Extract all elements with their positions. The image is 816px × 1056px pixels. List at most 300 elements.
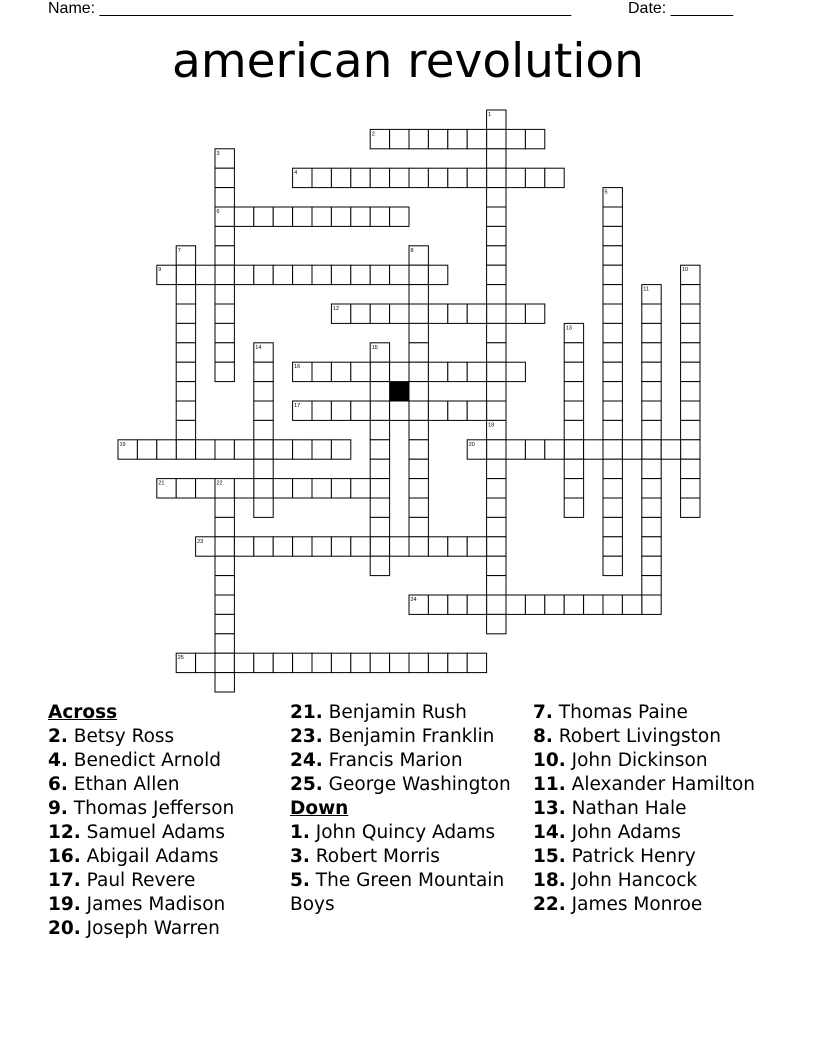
grid-cell[interactable] [370, 517, 389, 536]
grid-cell[interactable] [584, 595, 603, 614]
grid-cell[interactable] [312, 479, 331, 498]
grid-cell[interactable] [428, 168, 447, 187]
grid-cell[interactable] [215, 246, 234, 265]
grid-cell[interactable] [487, 285, 506, 304]
grid-cell[interactable] [351, 401, 370, 420]
clue-number-10: 10 [682, 267, 689, 274]
grid-cell[interactable] [215, 265, 234, 284]
grid-cell[interactable] [215, 440, 234, 459]
grid-cell[interactable] [487, 343, 506, 362]
grid-cell[interactable] [254, 265, 273, 284]
clue-number: 8. [533, 726, 553, 747]
grid-cell[interactable] [409, 129, 428, 148]
grid-cell[interactable] [370, 401, 389, 420]
grid-cell[interactable] [215, 168, 234, 187]
grid-cell[interactable] [622, 440, 641, 459]
grid-cell[interactable] [487, 362, 506, 381]
grid-cell[interactable] [409, 168, 428, 187]
grid-cell[interactable] [487, 129, 506, 148]
grid-cell[interactable] [293, 265, 312, 284]
grid-cell[interactable] [409, 285, 428, 304]
grid-cell[interactable] [603, 556, 622, 575]
grid-cell[interactable] [603, 595, 622, 614]
clue-number-5: 5 [604, 189, 608, 196]
grid-cell[interactable] [409, 459, 428, 478]
grid-cell[interactable] [351, 479, 370, 498]
grid-cell[interactable] [254, 498, 273, 517]
grid-cell[interactable] [603, 420, 622, 439]
grid-cell[interactable] [603, 343, 622, 362]
grid-cell[interactable] [390, 537, 409, 556]
grid-cell[interactable] [176, 285, 195, 304]
grid-cell[interactable] [487, 576, 506, 595]
grid-cell[interactable] [467, 595, 486, 614]
grid-cell[interactable] [525, 129, 544, 148]
grid-cell[interactable] [293, 537, 312, 556]
grid-cell[interactable] [370, 459, 389, 478]
grid-cell[interactable] [351, 207, 370, 226]
grid-cell[interactable] [506, 304, 525, 323]
grid-cell[interactable] [312, 168, 331, 187]
clue-item [48, 845, 278, 869]
grid-cell[interactable] [681, 440, 700, 459]
grid-cell[interactable] [506, 595, 525, 614]
grid-cell[interactable] [273, 265, 292, 284]
grid-cell[interactable] [157, 440, 176, 459]
grid-cell[interactable] [409, 304, 428, 323]
grid-cell[interactable] [409, 440, 428, 459]
grid-cell[interactable] [409, 323, 428, 342]
grid-cell[interactable] [467, 168, 486, 187]
grid-cell[interactable] [390, 129, 409, 148]
grid-cell[interactable] [506, 362, 525, 381]
grid-cell[interactable] [487, 440, 506, 459]
grid-cell[interactable] [273, 653, 292, 672]
grid-cell[interactable] [448, 653, 467, 672]
grid-cell[interactable] [254, 382, 273, 401]
grid-cell[interactable] [467, 653, 486, 672]
grid-cell[interactable] [196, 265, 215, 284]
grid-cell[interactable] [603, 440, 622, 459]
grid-cell[interactable] [564, 498, 583, 517]
clue-number-14: 14 [255, 344, 262, 351]
grid-cell[interactable] [293, 440, 312, 459]
grid-cell[interactable] [467, 304, 486, 323]
grid-cell[interactable] [331, 207, 350, 226]
grid-cell[interactable] [681, 420, 700, 439]
grid-cell[interactable] [642, 576, 661, 595]
grid-cell[interactable] [215, 343, 234, 362]
grid-cell[interactable] [176, 382, 195, 401]
grid-cell[interactable] [234, 265, 253, 284]
grid-cell[interactable] [681, 285, 700, 304]
grid-cell[interactable] [642, 382, 661, 401]
grid-cell[interactable] [448, 401, 467, 420]
clue-text: Alexander Hamilton [565, 774, 755, 795]
grid-cell[interactable] [564, 459, 583, 478]
grid-cell[interactable] [603, 537, 622, 556]
grid-cell[interactable] [428, 537, 447, 556]
grid-cell[interactable] [254, 459, 273, 478]
grid-cell[interactable] [176, 420, 195, 439]
grid-cell[interactable] [487, 265, 506, 284]
grid-cell[interactable] [215, 517, 234, 536]
grid-cell[interactable] [661, 440, 680, 459]
clue-number-11: 11 [643, 286, 650, 293]
grid-cell[interactable] [215, 576, 234, 595]
grid-cell[interactable] [506, 168, 525, 187]
grid-cell[interactable] [215, 634, 234, 653]
grid-cell[interactable] [467, 362, 486, 381]
grid-cell[interactable] [487, 149, 506, 168]
grid-cell[interactable] [234, 537, 253, 556]
grid-cell[interactable] [603, 459, 622, 478]
grid-cell[interactable] [331, 168, 350, 187]
grid-cell[interactable] [428, 265, 447, 284]
grid-cell[interactable] [448, 168, 467, 187]
grid-cell[interactable] [409, 537, 428, 556]
grid-cell[interactable] [215, 323, 234, 342]
grid-cell[interactable] [331, 537, 350, 556]
grid-cell[interactable] [487, 614, 506, 633]
grid-cell[interactable] [428, 362, 447, 381]
grid-cell[interactable] [487, 226, 506, 245]
grid-cell[interactable] [351, 168, 370, 187]
grid-cell[interactable] [642, 362, 661, 381]
clue-number: 9. [48, 798, 68, 819]
clue-number: 20. [48, 918, 81, 939]
clue-number: 5. [290, 870, 310, 891]
grid-cell[interactable] [370, 556, 389, 575]
grid-cell[interactable] [215, 537, 234, 556]
grid-cell[interactable] [331, 265, 350, 284]
clue-number-19: 19 [119, 441, 126, 448]
grid-cell[interactable] [254, 207, 273, 226]
grid-cell[interactable] [564, 595, 583, 614]
clue-number: 21. [290, 702, 323, 723]
grid-cell[interactable] [564, 420, 583, 439]
grid-cell[interactable] [331, 440, 350, 459]
grid-cell[interactable] [215, 595, 234, 614]
grid-cell[interactable] [603, 226, 622, 245]
grid-cell[interactable] [642, 440, 661, 459]
grid-cell[interactable] [564, 362, 583, 381]
grid-cell[interactable] [681, 362, 700, 381]
grid-cell[interactable] [487, 517, 506, 536]
grid-cell[interactable] [312, 401, 331, 420]
clue-item [533, 701, 773, 725]
grid-cell[interactable] [409, 498, 428, 517]
grid-cell[interactable] [642, 556, 661, 575]
grid-cell[interactable] [176, 304, 195, 323]
name-field-label[interactable]: Name: _____________________________________________________ [48, 0, 572, 17]
grid-cell[interactable] [545, 440, 564, 459]
grid-cell[interactable] [370, 420, 389, 439]
clue-text: Abigail Adams [80, 846, 219, 867]
grid-cell[interactable] [176, 401, 195, 420]
clue-item [533, 869, 773, 893]
grid-cell[interactable] [448, 595, 467, 614]
grid-cell[interactable] [390, 168, 409, 187]
grid-cell[interactable] [390, 265, 409, 284]
grid-cell[interactable] [642, 304, 661, 323]
grid-cell[interactable] [390, 653, 409, 672]
grid-cell[interactable] [331, 653, 350, 672]
grid-cell[interactable] [506, 440, 525, 459]
grid-cell[interactable] [564, 440, 583, 459]
grid-cell[interactable] [390, 304, 409, 323]
grid-cell[interactable] [525, 595, 544, 614]
clue-text: John Hancock [565, 870, 698, 891]
grid-cell[interactable] [176, 440, 195, 459]
grid-cell[interactable] [564, 343, 583, 362]
grid-cell[interactable] [312, 362, 331, 381]
grid-cell[interactable] [370, 440, 389, 459]
clue-number-3: 3 [216, 150, 220, 157]
grid-cell[interactable] [370, 168, 389, 187]
grid-cell[interactable] [564, 382, 583, 401]
grid-cell[interactable] [545, 595, 564, 614]
grid-cell[interactable] [254, 401, 273, 420]
grid-cell[interactable] [681, 498, 700, 517]
grid-cell[interactable] [487, 323, 506, 342]
grid-cell[interactable] [176, 265, 195, 284]
grid-cell[interactable] [681, 459, 700, 478]
clue-number: 16. [48, 846, 81, 867]
grid-cell[interactable] [215, 673, 234, 692]
grid-cell[interactable] [487, 595, 506, 614]
grid-cell[interactable] [487, 556, 506, 575]
grid-cell[interactable] [603, 265, 622, 284]
grid-cell[interactable] [681, 323, 700, 342]
grid-cell[interactable] [642, 401, 661, 420]
grid-cell[interactable] [428, 129, 447, 148]
grid-cell[interactable] [351, 653, 370, 672]
grid-cell[interactable] [642, 323, 661, 342]
grid-cell[interactable] [176, 479, 195, 498]
grid-cell[interactable] [215, 362, 234, 381]
grid-cell[interactable] [681, 343, 700, 362]
grid-cell[interactable] [293, 653, 312, 672]
grid-cell[interactable] [215, 188, 234, 207]
grid-cell[interactable] [603, 382, 622, 401]
grid-cell[interactable] [448, 129, 467, 148]
clue-item [48, 773, 278, 797]
grid-cell[interactable] [312, 207, 331, 226]
grid-cell[interactable] [390, 207, 409, 226]
grid-cell[interactable] [487, 304, 506, 323]
grid-cell[interactable] [603, 362, 622, 381]
grid-cell[interactable] [351, 304, 370, 323]
grid-cell[interactable] [215, 653, 234, 672]
grid-cell[interactable] [681, 304, 700, 323]
grid-cell[interactable] [215, 226, 234, 245]
grid-cell[interactable] [331, 401, 350, 420]
grid-cell[interactable] [370, 479, 389, 498]
grid-cell[interactable] [409, 517, 428, 536]
grid-cell[interactable] [215, 285, 234, 304]
grid-cell[interactable] [467, 537, 486, 556]
grid-cell[interactable] [234, 653, 253, 672]
grid-cell[interactable] [467, 129, 486, 148]
grid-cell[interactable] [312, 440, 331, 459]
grid-cell[interactable] [370, 304, 389, 323]
clue-number: 19. [48, 894, 81, 915]
grid-cell[interactable] [196, 653, 215, 672]
grid-cell[interactable] [273, 440, 292, 459]
clue-text: Joseph Warren [80, 918, 220, 939]
clue-number: 1. [290, 822, 310, 843]
grid-cell[interactable] [487, 479, 506, 498]
grid-cell[interactable] [642, 517, 661, 536]
grid-cell[interactable] [390, 401, 409, 420]
grid-cell[interactable] [584, 440, 603, 459]
clues-column-1 [48, 701, 278, 941]
grid-cell[interactable] [215, 498, 234, 517]
grid-cell[interactable] [525, 168, 544, 187]
black-cell [390, 382, 409, 401]
grid-cell[interactable] [681, 401, 700, 420]
grid-cell[interactable] [351, 537, 370, 556]
grid-cell[interactable] [448, 362, 467, 381]
grid-cell[interactable] [196, 479, 215, 498]
clue-item [290, 725, 525, 749]
grid-cell[interactable] [564, 401, 583, 420]
grid-cell[interactable] [487, 401, 506, 420]
grid-cell[interactable] [215, 614, 234, 633]
grid-cell[interactable] [312, 653, 331, 672]
grid-cell[interactable] [525, 304, 544, 323]
grid-cell[interactable] [409, 382, 428, 401]
grid-cell[interactable] [390, 362, 409, 381]
grid-cell[interactable] [642, 498, 661, 517]
grid-cell[interactable] [545, 168, 564, 187]
clue-text: Betsy Ross [67, 726, 175, 747]
grid-cell[interactable] [409, 265, 428, 284]
grid-cell[interactable] [487, 246, 506, 265]
grid-cell[interactable] [642, 343, 661, 362]
grid-cell[interactable] [254, 479, 273, 498]
grid-cell[interactable] [409, 420, 428, 439]
grid-cell[interactable] [351, 362, 370, 381]
grid-cell[interactable] [487, 382, 506, 401]
grid-cell[interactable] [681, 479, 700, 498]
grid-cell[interactable] [409, 401, 428, 420]
grid-cell[interactable] [312, 265, 331, 284]
grid-cell[interactable] [448, 537, 467, 556]
grid-cell[interactable] [409, 479, 428, 498]
grid-cell[interactable] [642, 459, 661, 478]
grid-cell[interactable] [293, 479, 312, 498]
grid-cell[interactable] [428, 304, 447, 323]
grid-cell[interactable] [234, 479, 253, 498]
clue-number-6: 6 [216, 209, 220, 215]
grid-cell[interactable] [603, 479, 622, 498]
clue-number-15: 15 [371, 344, 378, 351]
grid-cell[interactable] [254, 653, 273, 672]
grid-cell[interactable] [293, 207, 312, 226]
grid-cell[interactable] [506, 129, 525, 148]
grid-cell[interactable] [370, 207, 389, 226]
grid-cell[interactable] [487, 168, 506, 187]
grid-cell[interactable] [273, 479, 292, 498]
grid-cell[interactable] [254, 362, 273, 381]
date-field-label[interactable]: Date: _______ [628, 0, 733, 17]
grid-cell[interactable] [234, 440, 253, 459]
grid-cell[interactable] [196, 440, 215, 459]
grid-cell[interactable] [273, 207, 292, 226]
grid-cell[interactable] [487, 498, 506, 517]
grid-cell[interactable] [312, 537, 331, 556]
grid-cell[interactable] [331, 479, 350, 498]
grid-cell[interactable] [254, 440, 273, 459]
grid-cell[interactable] [487, 459, 506, 478]
grid-cell[interactable] [409, 362, 428, 381]
grid-cell[interactable] [370, 653, 389, 672]
grid-cell[interactable] [176, 343, 195, 362]
grid-cell[interactable] [176, 323, 195, 342]
clue-number: 13. [533, 798, 566, 819]
grid-cell[interactable] [428, 401, 447, 420]
grid-cell[interactable] [603, 401, 622, 420]
grid-cell[interactable] [467, 401, 486, 420]
grid-cell[interactable] [273, 537, 292, 556]
grid-cell[interactable] [642, 479, 661, 498]
grid-cell[interactable] [681, 382, 700, 401]
grid-cell[interactable] [254, 420, 273, 439]
grid-cell[interactable] [428, 653, 447, 672]
grid-cell[interactable] [487, 207, 506, 226]
grid-cell[interactable] [603, 246, 622, 265]
grid-cell[interactable] [370, 498, 389, 517]
clue-text: Paul Revere [80, 870, 196, 891]
clue-number-24: 24 [410, 597, 417, 603]
grid-cell[interactable] [234, 207, 253, 226]
grid-cell[interactable] [525, 440, 544, 459]
grid-cell[interactable] [215, 304, 234, 323]
grid-cell[interactable] [137, 440, 156, 459]
grid-cell[interactable] [603, 498, 622, 517]
grid-cell[interactable] [370, 537, 389, 556]
grid-cell[interactable] [176, 362, 195, 381]
grid-cell[interactable] [603, 517, 622, 536]
grid-cell[interactable] [409, 653, 428, 672]
grid-cell[interactable] [603, 207, 622, 226]
grid-cell[interactable] [254, 537, 273, 556]
grid-cell[interactable] [370, 382, 389, 401]
grid-cell[interactable] [487, 188, 506, 207]
grid-cell[interactable] [448, 304, 467, 323]
clue-item [48, 869, 278, 893]
grid-cell[interactable] [331, 362, 350, 381]
grid-cell[interactable] [487, 537, 506, 556]
grid-cell[interactable] [215, 556, 234, 575]
grid-cell[interactable] [428, 595, 447, 614]
grid-cell[interactable] [603, 304, 622, 323]
grid-cell[interactable] [409, 343, 428, 362]
grid-cell[interactable] [642, 420, 661, 439]
grid-cell[interactable] [370, 265, 389, 284]
grid-cell[interactable] [603, 285, 622, 304]
clue-number: 11. [533, 774, 566, 795]
grid-cell[interactable] [642, 537, 661, 556]
grid-cell[interactable] [351, 265, 370, 284]
grid-cell[interactable] [603, 323, 622, 342]
grid-cell[interactable] [622, 595, 641, 614]
grid-cell[interactable] [642, 595, 661, 614]
grid-cell[interactable] [564, 479, 583, 498]
grid-cell[interactable] [370, 362, 389, 381]
